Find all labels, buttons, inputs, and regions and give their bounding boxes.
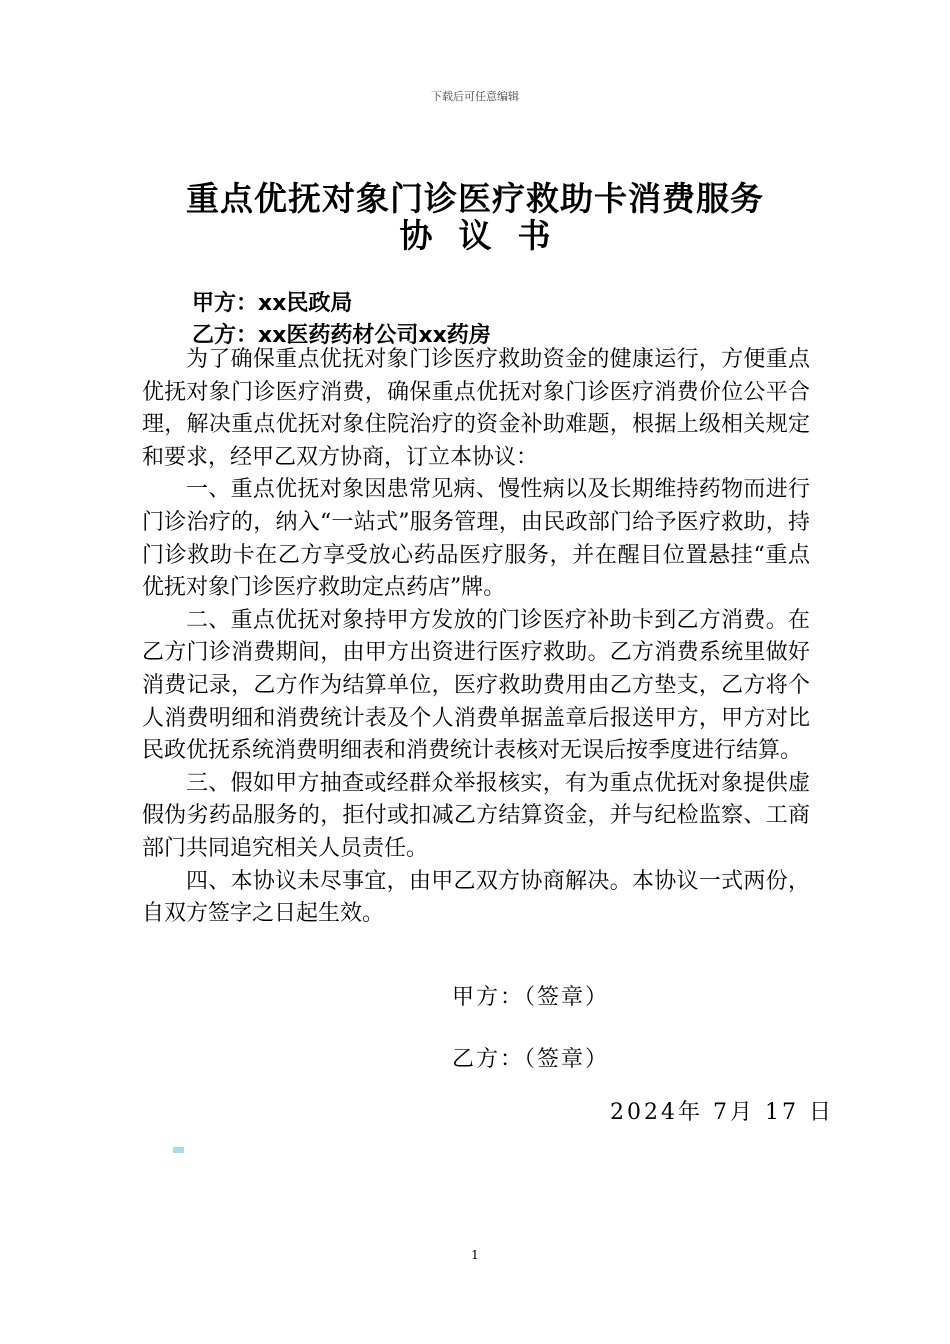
document-title: 重点优抚对象门诊医疗救助卡消费服务 [186, 179, 764, 218]
agreement-body [142, 344, 810, 931]
decorative-mark [173, 1147, 184, 1153]
party-a: 甲方：xx民政局 [192, 291, 353, 316]
paragraph-clause-4: 四、本协议未尽事宜，由甲乙双方协商解决。本协议一式两份，自双方签字之日起生效。 [142, 868, 810, 927]
party-b: 乙方：xx医药药材公司xx药房 [192, 323, 491, 348]
page-number: 1 [471, 1248, 479, 1262]
signature-party-a: 甲方：（签章） [452, 985, 610, 1010]
signing-date: 2024年 7月 17 日 [610, 1100, 834, 1125]
paragraph-intro: 为了确保重点优抚对象门诊医疗救助资金的健康运行，方便重点优抚对象门诊医疗消费，确保重点优抚对象门诊医疗消费价位公平合理，解决重点优抚对象住院治疗的资金补助难题，根据上级相关规定和要求，经甲乙双方协商，订立本协议： [142, 347, 810, 470]
signature-party-b: 乙方：（签章） [452, 1047, 610, 1072]
document-title-line2: 协议书 [399, 216, 577, 255]
paragraph-clause-3: 三、假如甲方抽查或经群众举报核实，有为重点优抚对象提供虚假伪劣药品服务的，拒付或扣减乙方结算资金，并与纪检监察、工商部门共同追究相关人员责任。 [142, 770, 810, 861]
header-note: 下载后可任意编辑 [431, 90, 519, 103]
paragraph-clause-1: 一、重点优抚对象因患常见病、慢性病以及长期维持药物而进行门诊治疗的，纳入“一站式”服务管理，由民政部门给予医疗救助，持门诊救助卡在乙方享受放心药品医疗服务，并在醒目位置悬挂“重点优抚对象门诊医疗救助定点药店”牌。 [142, 477, 810, 601]
paragraph-clause-2: 二、重点优抚对象持甲方发放的门诊医疗补助卡到乙方消费。在乙方门诊消费期间，由甲方出资进行医疗救助。乙方消费系统里做好消费记录，乙方作为结算单位，医疗救助费用由乙方垫支，乙方将个人消费明细和消费统计表及个人消费单据盖章后报送甲方，甲方对比民政优抚系统消费明细表和消费统计表核对无误后按季度进行结算。 [142, 607, 810, 764]
